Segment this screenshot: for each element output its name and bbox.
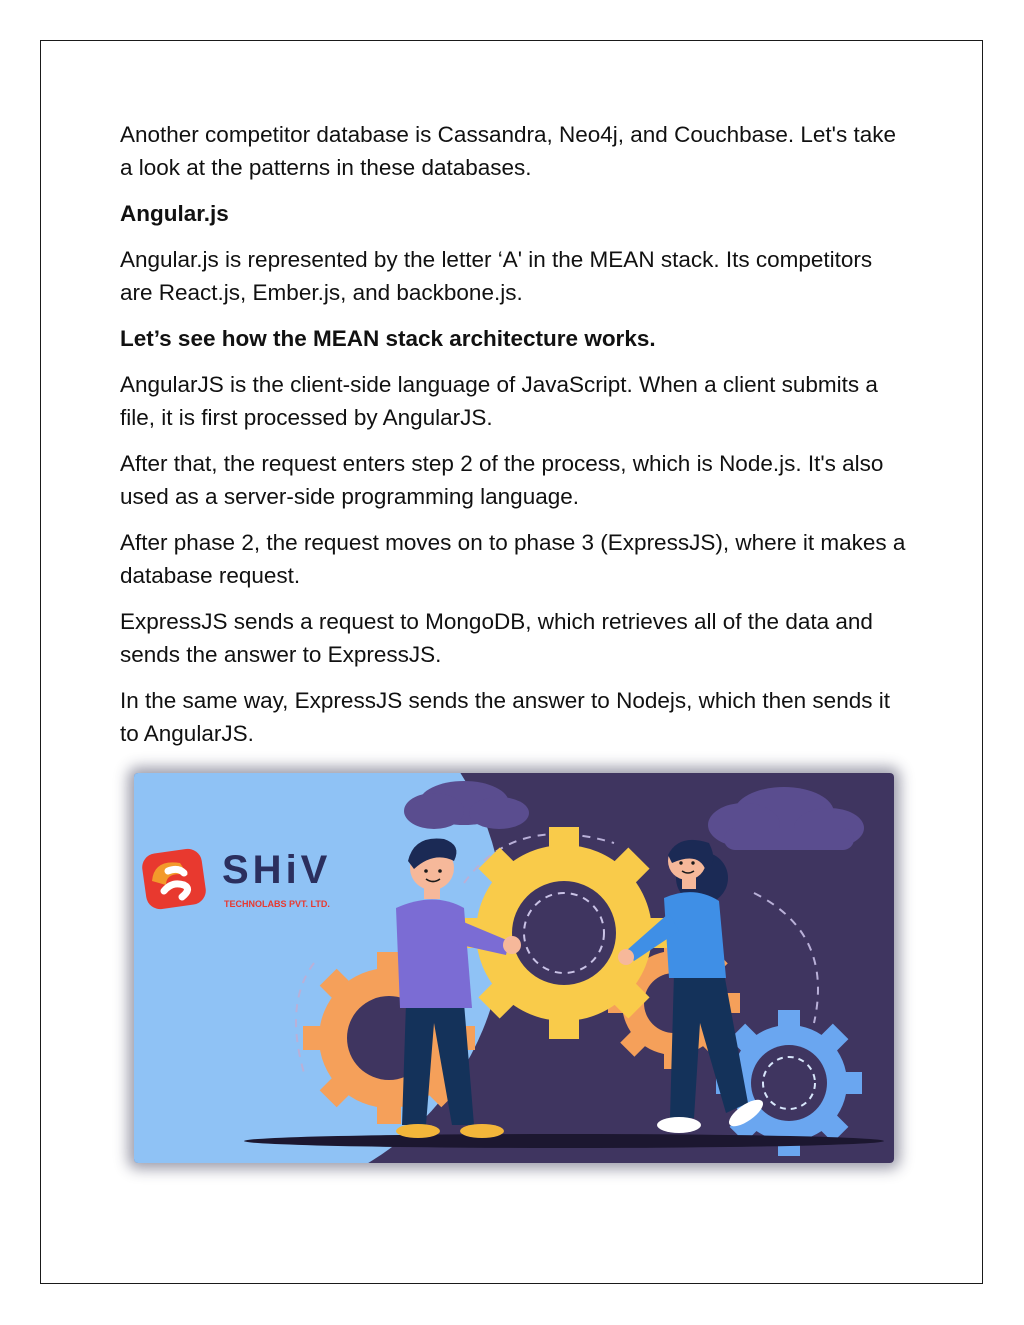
paragraph-mongodb-request: ExpressJS sends a request to MongoDB, which retrieves all of the data and sends the answer to ExpressJS. [120, 609, 873, 667]
document-body [120, 118, 910, 763]
mean-stack-illustration [134, 773, 894, 1163]
paragraph-angularjs-intro: Angular.js is represented by the letter ‘A' in the MEAN stack. Its competitors are React.js, Ember.js, and backbone.js. [120, 247, 873, 305]
ground-shadow [244, 1134, 884, 1148]
paragraph-nodejs-step: After that, the request enters step 2 of the process, which is Node.js. It's also used as a server-side programming language. [120, 451, 884, 509]
paragraph-angularjs-client: AngularJS is the client-side language of JavaScript. When a client submits a file, it is first processed by AngularJS. [120, 372, 878, 430]
heading-mean-architecture: Let’s see how the MEAN stack architecture works. [120, 326, 656, 351]
logo-tagline: TECHNOLABS PVT. LTD. [224, 899, 330, 909]
paragraph-expressjs-phase: After phase 2, the request moves on to phase 3 (ExpressJS), where it makes a database request. [120, 530, 906, 588]
logo-name: SHiV [222, 848, 332, 892]
paragraph-competitor-databases: Another competitor database is Cassandra, Neo4j, and Couchbase. Let's take a look at the patterns in these databases. [120, 122, 897, 180]
heading-angularjs: Angular.js [120, 201, 229, 226]
paragraph-response-flow: In the same way, ExpressJS sends the answer to Nodejs, which then sends it to AngularJS. [120, 688, 890, 746]
shiv-logo-icon [140, 847, 207, 911]
